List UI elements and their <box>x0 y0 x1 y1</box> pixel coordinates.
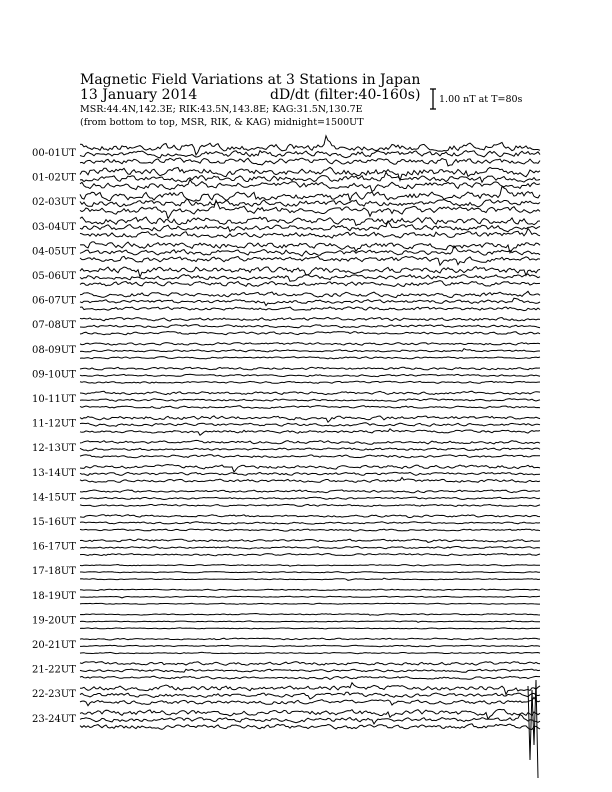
station-trace <box>80 448 540 451</box>
hour-label: 11-12UT <box>32 418 76 430</box>
hour-label: 14-15UT <box>32 492 76 504</box>
station-trace <box>80 217 540 225</box>
station-trace <box>80 199 540 207</box>
station-trace <box>80 343 540 346</box>
station-trace <box>80 136 540 155</box>
station-trace <box>80 399 540 402</box>
scale-label: 1.00 nT at T=80s <box>439 94 523 105</box>
station-trace <box>80 715 540 724</box>
hour-label: 06-07UT <box>32 295 76 307</box>
station-trace <box>80 662 540 666</box>
station-trace <box>80 391 540 394</box>
station-trace <box>80 709 540 719</box>
hour-label: 08-09UT <box>32 344 76 356</box>
hour-label: 18-19UT <box>32 590 76 602</box>
hour-label: 23-24UT <box>32 713 76 725</box>
station-trace <box>80 186 540 201</box>
hour-label: 03-04UT <box>32 221 76 233</box>
hour-label: 13-14UT <box>32 467 76 479</box>
station-trace <box>80 406 540 409</box>
station-trace <box>80 180 540 192</box>
station-trace <box>80 539 540 542</box>
station-trace <box>80 547 540 549</box>
station-trace <box>80 325 540 328</box>
station-trace <box>80 645 540 646</box>
station-trace <box>80 357 540 359</box>
station-trace <box>80 455 540 458</box>
hour-label: 01-02UT <box>32 172 76 184</box>
hour-label: 12-13UT <box>32 443 76 455</box>
station-trace <box>80 274 540 281</box>
station-trace <box>80 554 540 556</box>
station-trace <box>80 522 540 524</box>
hour-label: 19-20UT <box>32 615 76 627</box>
station-trace <box>80 589 540 591</box>
hour-label: 02-03UT <box>32 197 76 209</box>
station-trace <box>80 281 540 287</box>
station-trace <box>80 416 540 422</box>
station-trace <box>80 472 540 475</box>
station-trace <box>80 621 540 623</box>
station-trace <box>80 596 540 598</box>
station-trace <box>80 172 540 182</box>
hour-label: 00-01UT <box>32 148 76 159</box>
station-trace <box>80 724 540 730</box>
station-trace <box>80 638 540 640</box>
station-trace <box>80 578 540 580</box>
hour-label: 22-23UT <box>32 689 76 701</box>
station-trace <box>80 381 540 383</box>
station-trace <box>80 490 540 493</box>
station-trace <box>80 221 540 232</box>
station-trace <box>80 614 540 616</box>
hour-label: 20-21UT <box>32 640 76 651</box>
station-trace <box>80 151 540 158</box>
station-order-note: (from bottom to top, MSR, RIK, & KAG) midnight=1500UT <box>80 117 364 128</box>
station-trace <box>80 564 540 566</box>
hour-label: 05-06UT <box>32 271 76 282</box>
hour-label: 07-08UT <box>32 320 76 332</box>
station-trace <box>80 349 540 352</box>
station-trace <box>80 374 540 376</box>
station-trace <box>80 267 540 277</box>
station-trace <box>80 423 540 427</box>
hour-label: 21-22UT <box>32 664 76 676</box>
hour-label: 16-17UT <box>32 541 76 553</box>
hour-label: 10-11UT <box>32 394 76 405</box>
station-trace <box>80 676 540 679</box>
station-trace <box>80 291 540 297</box>
station-trace <box>80 332 540 335</box>
station-trace <box>80 256 540 265</box>
chart-variable: dD/dt (filter:40-160s) <box>270 87 421 103</box>
station-trace <box>80 504 540 506</box>
station-trace <box>80 529 540 531</box>
station-trace <box>80 317 540 321</box>
station-trace <box>80 652 540 653</box>
station-trace <box>80 465 540 473</box>
chart-title: Magnetic Field Variations at 3 Stations in Japan <box>80 72 421 88</box>
hour-label: 09-10UT <box>32 369 76 381</box>
station-trace <box>80 229 540 239</box>
station-trace <box>80 158 540 166</box>
station-trace <box>80 692 540 699</box>
station-trace <box>80 669 540 672</box>
station-trace <box>80 628 540 629</box>
hour-label: 15-16UT <box>32 517 76 528</box>
station-trace <box>80 603 540 604</box>
station-trace <box>80 440 540 444</box>
station-trace <box>80 497 540 499</box>
station-trace <box>80 572 540 573</box>
station-trace <box>80 515 540 518</box>
station-trace <box>80 367 540 370</box>
station-trace <box>80 307 540 311</box>
station-trace <box>80 429 540 436</box>
hour-label: 17-18UT <box>32 566 76 578</box>
station-trace <box>80 478 540 483</box>
station-trace <box>80 683 540 695</box>
chart-date: 13 January 2014 <box>80 87 198 103</box>
station-trace <box>80 298 540 305</box>
hour-label: 04-05UT <box>32 246 76 258</box>
station-coordinates: MSR:44.4N,142.3E; RIK:43.5N,143.8E; KAG:31.5N,130.7E <box>80 104 363 115</box>
